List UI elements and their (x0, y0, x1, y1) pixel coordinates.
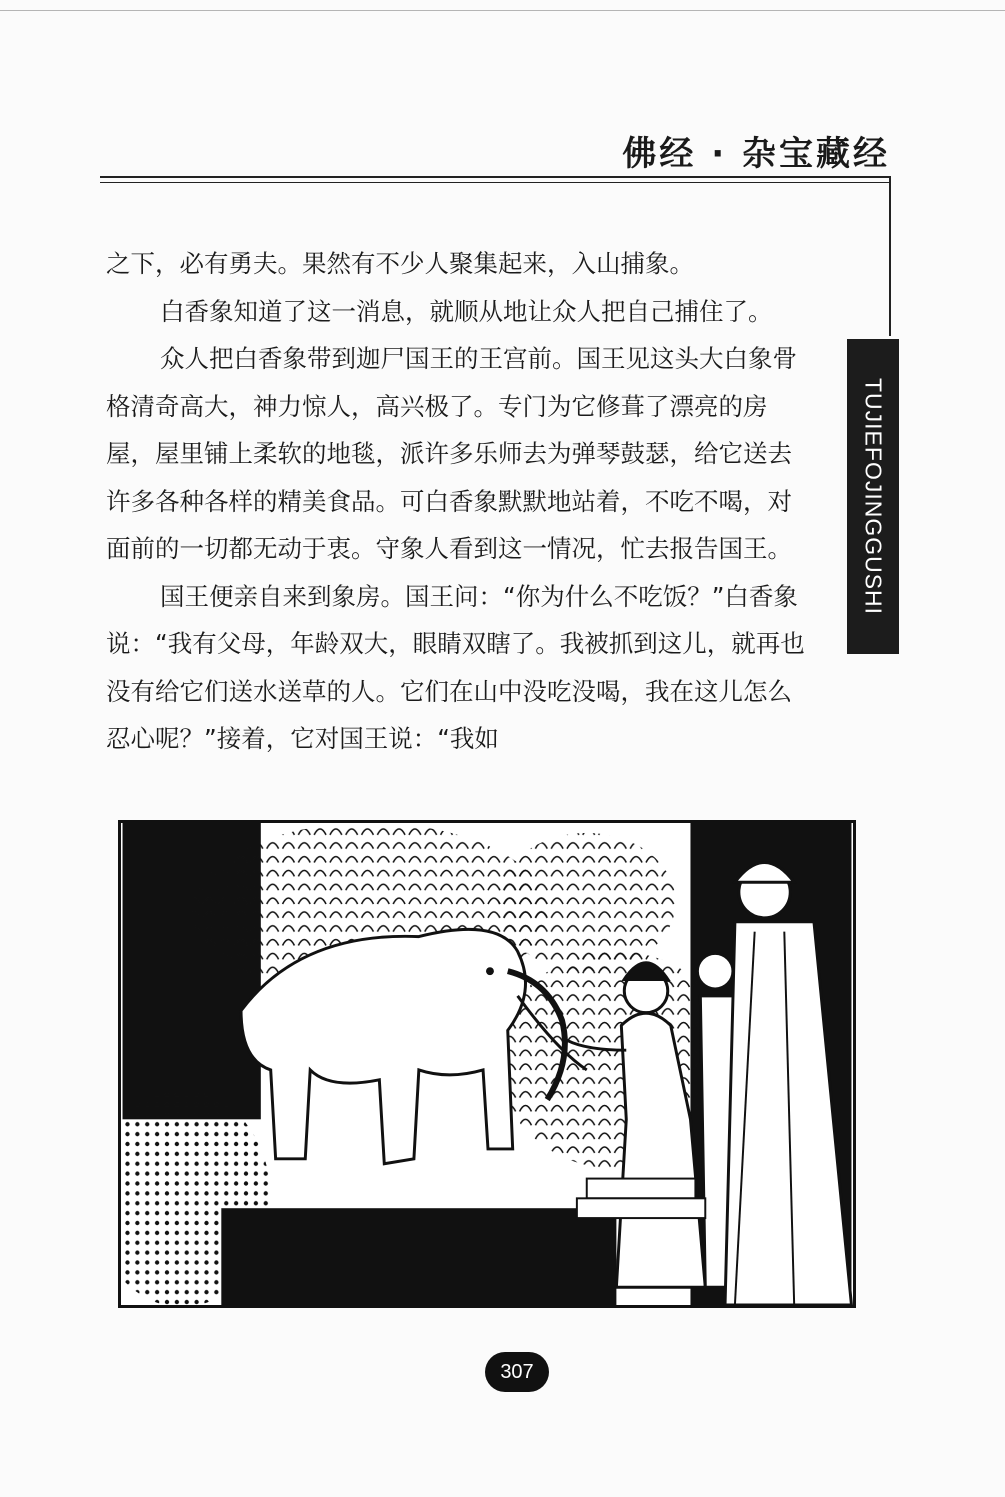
page-number: 307 (485, 1352, 549, 1392)
header-vertical-rule (889, 176, 891, 336)
header-rule (100, 176, 890, 178)
header-rule-thin (100, 182, 890, 183)
side-tab: TUJIEFOJINGGUSHI (847, 339, 899, 654)
paragraph: 之下，必有勇夫。果然有不少人聚集起来，入山捕象。 (106, 249, 694, 278)
paragraph: 国王便亲自来到象房。国王问：“你为什么不吃饭？”白香象说：“我有父母，年龄双大，眼睛双瞎了。我被抓到这儿，就再也没有给它们送水送草的人。它们在山中没吃没喝，我在这儿怎么忍心呢？”接着，它对国王说：“我如 (106, 581, 805, 753)
body-text (106, 240, 806, 763)
paragraph: 众人把白香象带到迦尸国王的王宫前。国王见这头大白象骨格清奇高大，神力惊人，高兴极了。专门为它修葺了漂亮的房屋，屋里铺上柔软的地毯，派许多乐师去为弹琴鼓瑟，给它送去许多各种各样的精美食品。可白香象默默地站着，不吃不喝，对面前的一切都无动于衷。守象人看到这一情况，忙去报告国王。 (106, 344, 797, 563)
header-title: 佛经 · 杂宝藏经 (622, 134, 890, 174)
top-rule (0, 10, 1005, 11)
illustration-elephant-and-king (118, 820, 856, 1308)
paragraph: 白香象知道了这一消息，就顺从地让众人把自己捕住了。 (160, 296, 773, 326)
